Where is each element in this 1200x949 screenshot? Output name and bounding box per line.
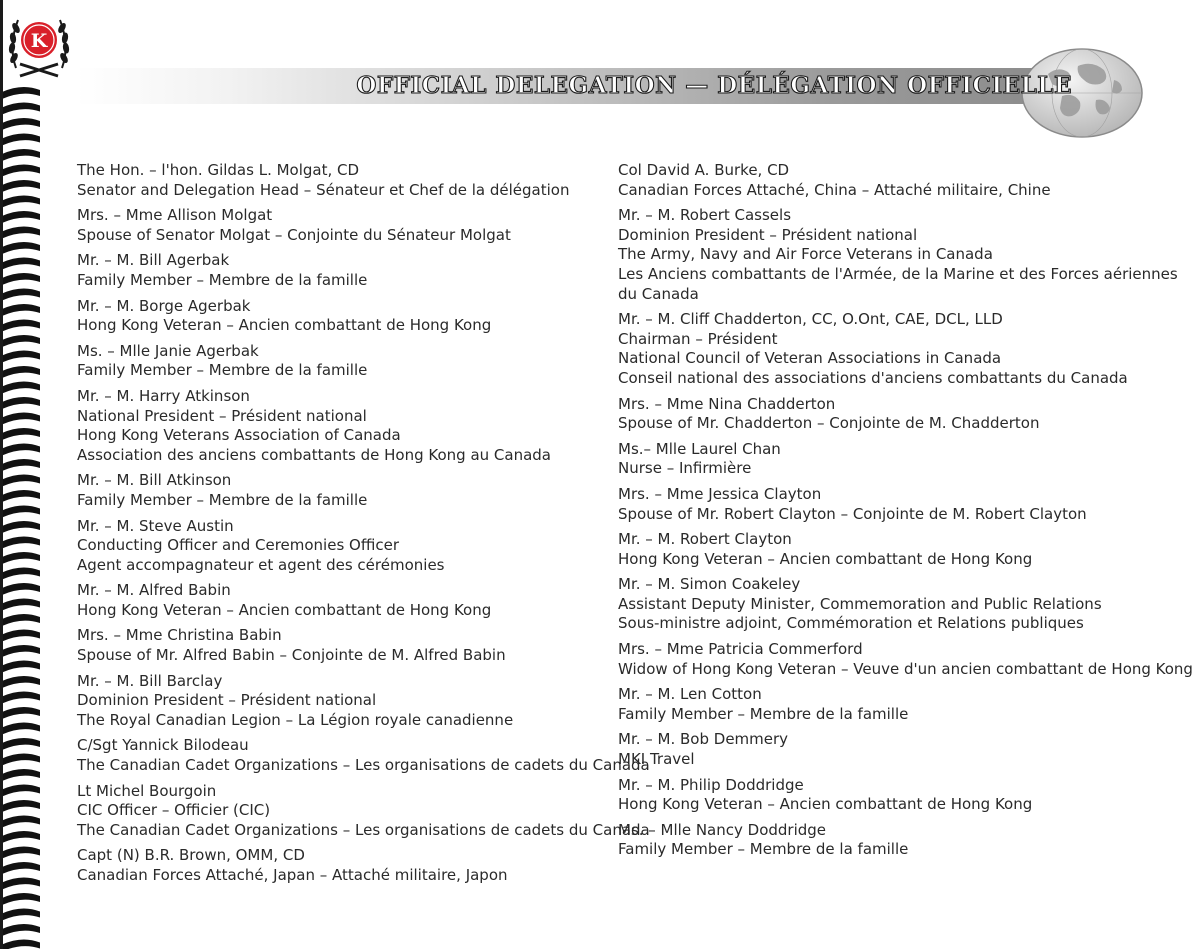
delegate-role: Spouse of Mr. Robert Clayton – Conjointe de M. Robert Clayton bbox=[618, 504, 1087, 523]
spiral-edge bbox=[0, 0, 3, 949]
spiral-loop bbox=[2, 567, 40, 579]
delegate-role: Family Member – Membre de la famille bbox=[618, 704, 909, 723]
delegate-entry bbox=[618, 730, 1188, 769]
delegate-entry bbox=[77, 251, 602, 290]
delegate-role: The Canadian Cadet Organizations – Les organisations de cadets du Canada bbox=[77, 820, 650, 839]
delegate-name: Mr. – M. Bill Atkinson bbox=[77, 471, 232, 490]
delegate-name: Mr. – M. Borge Agerbak bbox=[77, 296, 251, 315]
spiral-loop bbox=[2, 598, 40, 610]
spiral-loop bbox=[2, 102, 40, 114]
delegate-name: Ms. – Mlle Janie Agerbak bbox=[77, 341, 259, 360]
delegate-role: Hong Kong Veteran – Ancien combattant de Hong Kong bbox=[77, 600, 492, 619]
delegate-name: Lt Michel Bourgoin bbox=[77, 781, 217, 800]
delegate-name: Mr. – M. Len Cotton bbox=[618, 685, 762, 704]
delegate-name: Ms.– Mlle Laurel Chan bbox=[618, 439, 781, 458]
delegate-role: Association des anciens combattants de Hong Kong au Canada bbox=[77, 445, 551, 464]
delegate-role: Family Member – Membre de la famille bbox=[77, 270, 368, 289]
spiral-loop bbox=[2, 753, 40, 765]
delegate-entry bbox=[618, 310, 1188, 388]
spiral-loop bbox=[2, 459, 40, 471]
spiral-loop bbox=[2, 211, 40, 223]
spiral-loop bbox=[2, 381, 40, 393]
laurel-logo bbox=[6, 6, 72, 86]
spiral-loop bbox=[2, 397, 40, 409]
delegate-name: Mr. – M. Bill Agerbak bbox=[77, 251, 230, 270]
spiral-loop bbox=[2, 304, 40, 316]
delegate-name: Capt (N) B.R. Brown, OMM, CD bbox=[77, 846, 305, 865]
spiral-loop bbox=[2, 908, 40, 920]
delegate-name: Mr. – M. Simon Coakeley bbox=[618, 575, 801, 594]
delegate-role: Senator and Delegation Head – Sénateur et Chef de la délégation bbox=[77, 180, 570, 199]
delegate-name: Mr. – M. Steve Austin bbox=[77, 516, 234, 535]
delegate-name: Mrs. – Mme Jessica Clayton bbox=[618, 484, 822, 503]
spiral-loop bbox=[2, 552, 40, 564]
spiral-loop bbox=[2, 87, 40, 99]
delegate-entry bbox=[618, 206, 1188, 304]
delegate-entry bbox=[77, 206, 602, 245]
delegate-role: Family Member – Membre de la famille bbox=[618, 840, 909, 859]
delegate-entry bbox=[77, 846, 602, 885]
delegate-entry bbox=[618, 821, 1188, 860]
spiral-loop bbox=[2, 769, 40, 781]
delegate-entry bbox=[77, 781, 650, 841]
spiral-loop bbox=[2, 800, 40, 812]
delegate-entry bbox=[77, 736, 650, 775]
delegate-role: Dominion President – Président national bbox=[77, 691, 377, 710]
delegate-entry bbox=[618, 685, 1188, 724]
delegate-role: Dominion President – Président national bbox=[618, 225, 918, 244]
delegate-role: Chairman – Président bbox=[618, 329, 778, 348]
spiral-loop bbox=[2, 288, 40, 300]
delegate-role: Hong Kong Veterans Association of Canada bbox=[77, 426, 401, 445]
delegation-column-left bbox=[77, 161, 650, 892]
spiral-loop bbox=[2, 474, 40, 486]
spiral-loop bbox=[2, 831, 40, 843]
spiral-loop bbox=[2, 164, 40, 176]
delegate-role: Conducting Officer and Ceremonies Officer bbox=[77, 536, 399, 555]
delegate-name: Mrs. – Mme Nina Chadderton bbox=[618, 394, 836, 413]
spiral-loop bbox=[2, 939, 40, 949]
delegate-name: Mr. – M. Bill Barclay bbox=[77, 671, 223, 690]
spiral-loop bbox=[2, 676, 40, 688]
delegate-role: Hong Kong Veteran – Ancien combattant de Hong Kong bbox=[77, 316, 492, 335]
spiral-loop bbox=[2, 118, 40, 130]
delegate-entry bbox=[618, 640, 1193, 679]
delegate-role: The Royal Canadian Legion – La Légion royale canadienne bbox=[77, 710, 514, 729]
delegate-role: Widow of Hong Kong Veteran – Veuve d'un ancien combattant de Hong Kong bbox=[618, 659, 1193, 678]
spiral-loop bbox=[2, 815, 40, 827]
spiral-loop bbox=[2, 846, 40, 858]
delegate-name: Col David A. Burke, CD bbox=[618, 161, 790, 179]
spiral-loop bbox=[2, 722, 40, 734]
spiral-loop bbox=[2, 862, 40, 874]
spiral-loop bbox=[2, 645, 40, 657]
delegate-entry bbox=[77, 581, 602, 620]
delegate-name: Mr. – M. Alfred Babin bbox=[77, 581, 231, 600]
delegate-name: Mrs. – Mme Patricia Commerford bbox=[618, 640, 863, 659]
spiral-loop bbox=[2, 784, 40, 796]
delegate-entry bbox=[618, 776, 1188, 815]
delegate-role: Agent accompagnateur et agent des cérémonies bbox=[77, 555, 445, 574]
spiral-loop bbox=[2, 629, 40, 641]
delegate-role: Spouse of Senator Molgat – Conjointe du Sénateur Molgat bbox=[77, 225, 511, 244]
delegate-role: Hong Kong Veteran – Ancien combattant de Hong Kong bbox=[618, 549, 1033, 568]
page-title: OFFICIAL DELEGATION — DÉLÉGATION OFFICIELLE bbox=[356, 72, 1072, 99]
delegate-name: Mrs. – Mme Allison Molgat bbox=[77, 206, 273, 225]
delegate-name: Mr. – M. Robert Clayton bbox=[618, 530, 792, 549]
delegate-role: du Canada bbox=[618, 284, 699, 303]
delegate-name: Mr. – M. Harry Atkinson bbox=[77, 386, 250, 405]
spiral-loop bbox=[2, 257, 40, 269]
spiral-loop bbox=[2, 505, 40, 517]
delegate-role: Canadian Forces Attaché, Japan – Attaché militaire, Japon bbox=[77, 866, 508, 884]
spiral-loop bbox=[2, 428, 40, 440]
spiral-loop bbox=[2, 660, 40, 672]
delegate-role: The Canadian Cadet Organizations – Les organisations de cadets du Canada bbox=[77, 756, 650, 775]
spiral-loop bbox=[2, 180, 40, 192]
delegate-entry bbox=[618, 485, 1188, 524]
spiral-loop bbox=[2, 195, 40, 207]
delegate-role: Conseil national des associations d'anciens combattants du Canada bbox=[618, 368, 1128, 387]
delegate-name: C/Sgt Yannick Bilodeau bbox=[77, 736, 249, 755]
delegate-entry bbox=[618, 575, 1188, 634]
delegate-entry bbox=[77, 672, 602, 731]
delegate-entry bbox=[77, 471, 602, 510]
spiral-loop bbox=[2, 350, 40, 362]
spiral-loop bbox=[2, 707, 40, 719]
delegate-role: MKI Travel bbox=[618, 750, 695, 769]
spiral-loop bbox=[2, 273, 40, 285]
delegate-role: Canadian Forces Attaché, China – Attaché militaire, Chine bbox=[618, 180, 1051, 199]
spiral-binding bbox=[0, 0, 44, 949]
spiral-loop bbox=[2, 877, 40, 889]
spiral-loop bbox=[2, 443, 40, 455]
spiral-loop bbox=[2, 366, 40, 378]
delegate-entry bbox=[77, 626, 602, 665]
delegate-name: Mr. – M. Philip Doddridge bbox=[618, 775, 804, 794]
delegate-role: Spouse of Mr. Alfred Babin – Conjointe de M. Alfred Babin bbox=[77, 646, 506, 665]
delegate-entry bbox=[618, 395, 1188, 434]
delegate-role: CIC Officer – Officier (CIC) bbox=[77, 801, 271, 820]
delegate-entry bbox=[77, 161, 602, 200]
delegate-role: Sous-ministre adjoint, Commémoration et Relations publiques bbox=[618, 614, 1084, 633]
logo-letter: K bbox=[30, 30, 48, 52]
delegate-entry bbox=[618, 161, 1188, 200]
spiral-loop bbox=[2, 583, 40, 595]
spiral-loop bbox=[2, 335, 40, 347]
delegate-name: The Hon. – l'hon. Gildas L. Molgat, CD bbox=[77, 161, 360, 179]
spiral-loop bbox=[2, 149, 40, 161]
spiral-loop bbox=[2, 319, 40, 331]
spiral-loop bbox=[2, 893, 40, 905]
delegate-name: Mr. – M. Bob Demmery bbox=[618, 730, 789, 749]
delegate-name: Ms. – Mlle Nancy Doddridge bbox=[618, 820, 827, 839]
delegate-role: Spouse of Mr. Chadderton – Conjointe de M. Chadderton bbox=[618, 414, 1040, 433]
spiral-loop bbox=[2, 412, 40, 424]
spiral-loop bbox=[2, 924, 40, 936]
delegate-entry bbox=[77, 342, 602, 381]
delegate-entry bbox=[618, 530, 1188, 569]
delegation-column-right bbox=[618, 161, 1193, 866]
delegate-role: National President – Président national bbox=[77, 406, 367, 425]
delegate-role: National Council of Veteran Associations in Canada bbox=[618, 349, 1002, 368]
spiral-loop bbox=[2, 614, 40, 626]
delegate-entry bbox=[618, 440, 1188, 479]
spiral-loop bbox=[2, 133, 40, 145]
delegate-role: Hong Kong Veteran – Ancien combattant de Hong Kong bbox=[618, 795, 1033, 814]
spiral-loop bbox=[2, 521, 40, 533]
delegate-entry bbox=[77, 297, 602, 336]
spiral-loop bbox=[2, 226, 40, 238]
delegate-entry bbox=[77, 517, 602, 576]
delegate-role: Assistant Deputy Minister, Commemoration and Public Relations bbox=[618, 594, 1102, 613]
spiral-loop bbox=[2, 691, 40, 703]
delegate-entry bbox=[77, 387, 602, 465]
spiral-loop bbox=[2, 738, 40, 750]
delegate-role: The Army, Navy and Air Force Veterans in Canada bbox=[618, 245, 993, 264]
spiral-loop bbox=[2, 490, 40, 502]
delegate-name: Mrs. – Mme Christina Babin bbox=[77, 626, 282, 645]
delegate-role: Nurse – Infirmière bbox=[618, 459, 752, 478]
spiral-loop bbox=[2, 536, 40, 548]
spiral-loop bbox=[2, 242, 40, 254]
delegate-name: Mr. – M. Cliff Chadderton, CC, O.Ont, CAE, DCL, LLD bbox=[618, 310, 1003, 329]
delegate-role: Family Member – Membre de la famille bbox=[77, 361, 368, 380]
delegate-name: Mr. – M. Robert Cassels bbox=[618, 206, 792, 225]
delegate-role: Family Member – Membre de la famille bbox=[77, 490, 368, 509]
delegate-role: Les Anciens combattants de l'Armée, de la Marine et des Forces aériennes bbox=[618, 264, 1178, 283]
